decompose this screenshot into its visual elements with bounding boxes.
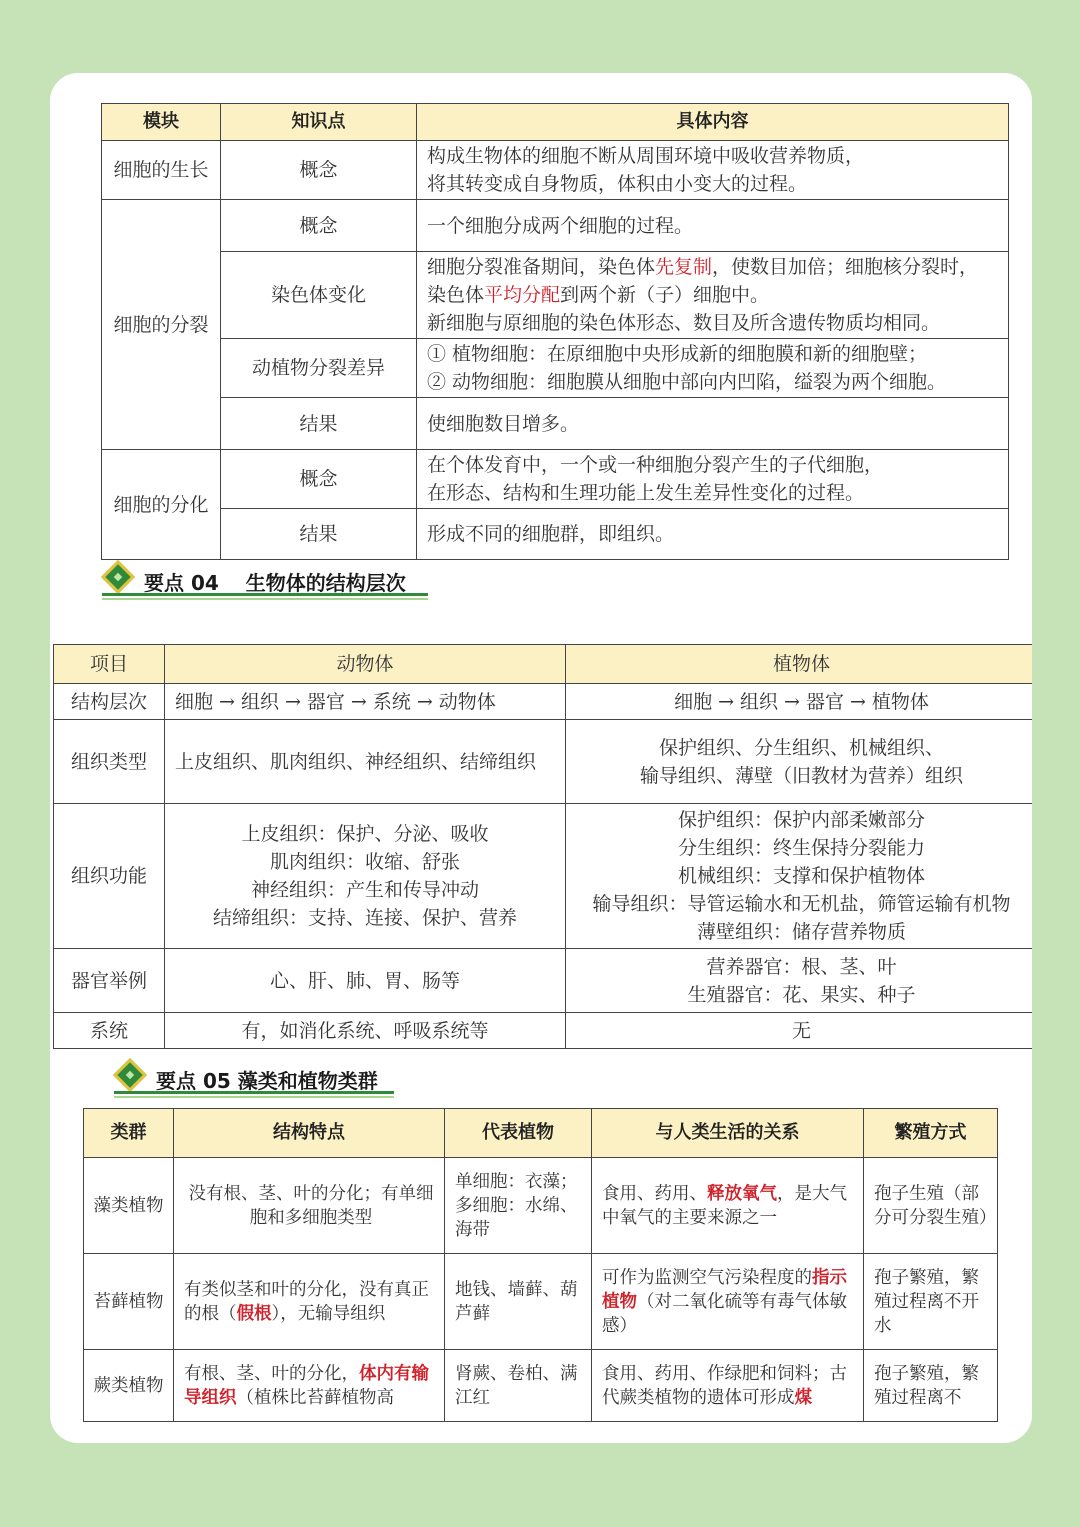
row-label: 组织类型: [54, 720, 165, 804]
plant-cell: [566, 949, 1033, 1013]
section-title: 要点 04 生物体的结构层次: [144, 571, 406, 595]
highlight-text: 体内有输导组织: [184, 1363, 429, 1408]
relation-cell: [592, 1254, 864, 1350]
diamond-icon: [113, 1058, 147, 1092]
animal-cell: 有，如消化系统、呼吸系统等: [165, 1013, 566, 1049]
level-text: 器官: [805, 690, 844, 713]
text: 有类似茎和叶的分化，没有真正的根（: [184, 1279, 429, 1324]
level-text: 植物体: [871, 690, 929, 713]
content-line: 新细胞与原细胞的染色体形态、数目及所含遗传物质均相同。: [427, 312, 941, 334]
text: （植株比苔藓植物高: [236, 1387, 394, 1408]
text: 食用、药用、: [602, 1183, 707, 1204]
content-line: 保护组织：保护内部柔嫩部分: [677, 809, 925, 831]
group-cell: 苔藓植物: [84, 1254, 174, 1350]
table-row: [102, 200, 1009, 252]
header-relation: 与人类生活的关系: [592, 1109, 864, 1158]
level-text: 系统: [372, 690, 411, 713]
plant-cell: [566, 720, 1033, 804]
plant-cell: 无: [566, 1013, 1033, 1049]
content-cell: 一个细胞分成两个细胞的过程。: [417, 200, 1009, 252]
diamond-icon: [101, 560, 135, 594]
level-text: 细胞: [175, 690, 214, 713]
content-line: 肌肉组织：收缩、舒张: [269, 851, 460, 873]
row-label: 结构层次: [54, 684, 165, 720]
row-label: 组织功能: [54, 804, 165, 949]
structure-cell: [174, 1350, 445, 1422]
content-line: 薄壁组织：储存营养物质: [696, 921, 906, 943]
content-line: 机械组织：支撑和保护植物体: [677, 865, 925, 887]
table-row: [102, 450, 1009, 509]
table-row: [54, 720, 1033, 804]
content-line: 营养器官：根、茎、叶: [706, 955, 897, 978]
header-point: 知识点: [221, 104, 417, 141]
content-line: 在个体发育中，一个或一种细胞分裂产生的子代细胞，: [427, 454, 884, 476]
content-line: 生殖器官：花、果实、种子: [687, 983, 916, 1006]
cell-growth-table: [101, 103, 1009, 560]
examples-cell: 地钱、墙藓、葫芦藓: [445, 1254, 592, 1350]
text: ，是大气中氧气的主要来源之一: [602, 1183, 847, 1228]
content-card: [50, 73, 1032, 1443]
module-cell: 细胞的分化: [102, 450, 221, 560]
arrow-icon: →: [784, 690, 800, 713]
header-reproduction: 繁殖方式: [864, 1109, 998, 1158]
structure-cell: 没有根、茎、叶的分化；有单细胞和多细胞类型: [174, 1158, 445, 1254]
content-line: 神经组织：产生和传导冲动: [250, 879, 479, 901]
group-cell: 藻类植物: [84, 1158, 174, 1254]
table-header-row: [84, 1109, 998, 1158]
content-cell: [417, 141, 1009, 200]
table-row: [102, 339, 1009, 398]
table-row: [54, 804, 1033, 949]
module-cell: 细胞的分裂: [102, 200, 221, 450]
header-examples: 代表植物: [445, 1109, 592, 1158]
reproduction-cell: 孢子生殖（部分可分裂生殖）: [864, 1158, 998, 1254]
highlight-text: 假根: [236, 1303, 272, 1324]
header-plant: 植物体: [566, 645, 1033, 684]
text: 到两个新（子）细胞中。: [560, 284, 770, 306]
examples-cell: 单细胞：衣藻；多细胞：水绵、海带: [445, 1158, 592, 1254]
content-line: 上皮组织：保护、分泌、吸收: [241, 823, 489, 845]
text: 食用、药用、作绿肥和饲料；古代蕨类植物的遗体可形成: [602, 1363, 847, 1408]
animal-cell: 心、肝、肺、胃、肠等: [165, 949, 566, 1013]
level-text: 细胞: [674, 690, 713, 713]
table-row: [102, 252, 1009, 339]
arrow-icon: →: [849, 690, 866, 713]
content-line: 保护组织、分生组织、机械组织、: [658, 736, 944, 759]
plant-groups-table: [83, 1108, 998, 1422]
content-cell: [417, 252, 1009, 339]
highlight-text: 平均分配: [484, 284, 561, 306]
highlight-text: 煤: [794, 1387, 812, 1408]
examples-cell: 肾蕨、卷柏、满江红: [445, 1350, 592, 1422]
animal-levels: [165, 684, 566, 720]
content-line: 分生组织：终生保持分裂能力: [677, 837, 925, 859]
content-line: ② 动物细胞：细胞膜从细胞中部向内凹陷，缢裂为两个细胞。: [427, 371, 947, 393]
text: （对二氧化硫等有毒气体敏感）: [602, 1291, 847, 1336]
content-cell: 使细胞数目增多。: [417, 398, 1009, 450]
text: 有根、茎、叶的分化，: [184, 1363, 359, 1384]
content-cell: 形成不同的细胞群，即组织。: [417, 509, 1009, 560]
text: 染色体: [427, 284, 485, 306]
text: ），无输导组织: [271, 1303, 386, 1324]
content-line: 输导组织：导管运输水和无机盐，筛管运输有机物: [592, 893, 1011, 915]
point-cell: 动植物分裂差异: [221, 339, 417, 398]
module-cell: 细胞的生长: [102, 141, 221, 200]
table-header-row: [102, 104, 1009, 141]
level-text: 组织: [240, 690, 279, 713]
table-row: [54, 949, 1033, 1013]
content-line: [427, 281, 1002, 309]
content-line: 结缔组织：支持、连接、保护、营养: [212, 907, 517, 929]
content-line: 将其转变成自身物质，体积由小变大的过程。: [427, 173, 808, 195]
table-row: [102, 398, 1009, 450]
header-structure: 结构特点: [174, 1109, 445, 1158]
group-cell: 蕨类植物: [84, 1350, 174, 1422]
table-row: [84, 1254, 998, 1350]
arrow-icon: →: [350, 690, 367, 713]
level-text: 器官: [306, 690, 345, 713]
header-animal: 动物体: [165, 645, 566, 684]
arrow-icon: →: [284, 690, 301, 713]
text: 可作为监测空气污染程度的: [602, 1267, 812, 1288]
arrow-icon: →: [416, 690, 433, 713]
row-label: 系统: [54, 1013, 165, 1049]
section-heading-04: [102, 563, 432, 603]
point-cell: 结果: [221, 509, 417, 560]
plant-levels: [566, 684, 1033, 720]
relation-cell: [592, 1350, 864, 1422]
point-cell: 结果: [221, 398, 417, 450]
animal-cell: [165, 804, 566, 949]
content-line: 构成生物体的细胞不断从周围环境中吸收营养物质，: [427, 145, 865, 167]
header-item: 项目: [54, 645, 165, 684]
level-text: 动物体: [438, 690, 496, 713]
table-row: [84, 1350, 998, 1422]
header-group: 类群: [84, 1109, 174, 1158]
arrow-icon: →: [219, 690, 235, 713]
table-row: [54, 684, 1033, 720]
point-cell: 染色体变化: [221, 252, 417, 339]
highlight-text: 先复制: [655, 256, 713, 278]
table-row: [84, 1158, 998, 1254]
point-cell: 概念: [221, 141, 417, 200]
text: ，使数目加倍；细胞核分裂时，: [712, 256, 979, 278]
level-text: 组织: [740, 690, 779, 713]
table-row: [54, 1013, 1033, 1049]
point-cell: 概念: [221, 200, 417, 252]
header-content: 具体内容: [417, 104, 1009, 141]
header-module: 模块: [102, 104, 221, 141]
reproduction-cell: 孢子繁殖，繁殖过程离不开水: [864, 1254, 998, 1350]
structure-cell: [174, 1254, 445, 1350]
reproduction-cell: 孢子繁殖，繁殖过程离不: [864, 1350, 998, 1422]
content-cell: [417, 339, 1009, 398]
relation-cell: [592, 1158, 864, 1254]
arrow-icon: →: [718, 690, 735, 713]
animal-cell: 上皮组织、肌肉组织、神经组织、结缔组织: [165, 720, 566, 804]
content-line: 在形态、结构和生理功能上发生差异性变化的过程。: [427, 482, 865, 504]
highlight-text: 释放氧气: [707, 1183, 777, 1204]
content-line: [427, 253, 1002, 281]
point-cell: 概念: [221, 450, 417, 509]
plant-cell: [566, 804, 1033, 949]
section-heading-05: [114, 1061, 396, 1101]
content-cell: [417, 450, 1009, 509]
section-title: 要点 05 藻类和植物类群: [156, 1069, 378, 1093]
table-header-row: [54, 645, 1033, 684]
content-line: 输导组织、薄壁（旧教材为营养）组织: [639, 764, 963, 787]
text: 细胞分裂准备期间，染色体: [427, 256, 656, 278]
highlight-text: 指示植物: [602, 1267, 847, 1312]
structure-level-table: [53, 644, 1032, 1049]
table-row: [102, 141, 1009, 200]
content-line: ① 植物细胞：在原细胞中央形成新的细胞膜和新的细胞壁；: [427, 343, 928, 365]
table-row: [102, 509, 1009, 560]
row-label: 器官举例: [54, 949, 165, 1013]
